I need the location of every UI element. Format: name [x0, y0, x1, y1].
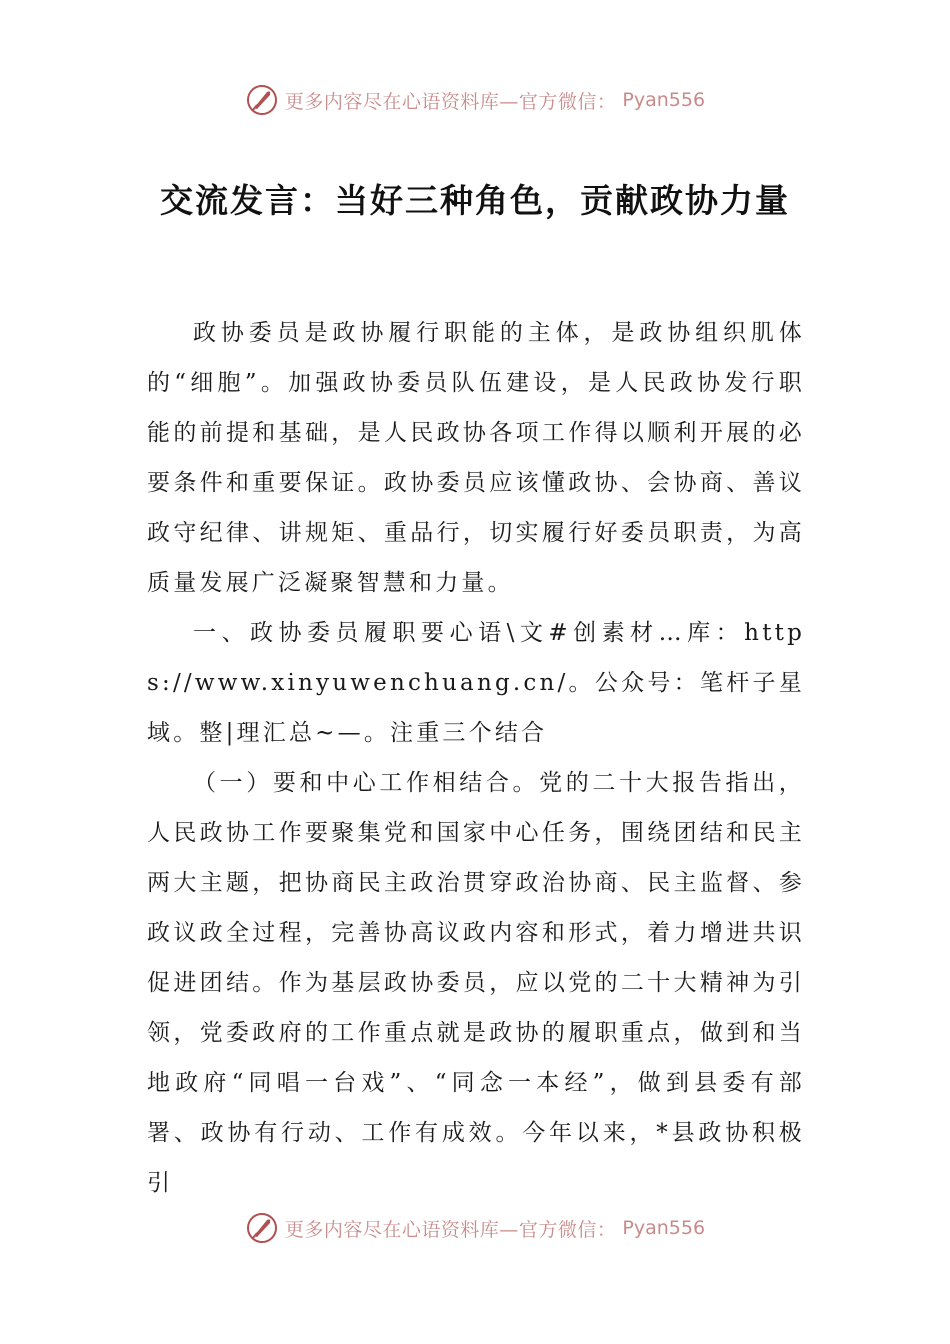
paragraph-intro: 政协委员是政协履行职能的主体，是政协组织肌体的“细胞”。加强政协委员队伍建设，是人民政协发行职能的前提和基础，是人民政协各项工作得以顺利开展的必要条件和重要保证。政协委员应该懂政协、会协商、善议政守纪律、讲规矩、重品行，切实履行好委员职责，为高质量发展广泛凝聚智慧和力量。 — [147, 320, 805, 596]
document-title: 交流发言：当好三种角色，贡献政协力量 — [160, 181, 790, 220]
paragraph-subsection-one: （一）要和中心工作相结合。党的二十大报告指出，人民政协工作要聚集党和国家中心任务，围绕团结和民主两大主题，把协商民主政治贯穿政治协商、民主监督、参政议政全过程，完善协高议政内容和形式，着力增进共识促进团结。作为基层政协委员，应以党的二十大精神为引领，党委政府的工作重点就是政协的履职重点，做到和当地政府“同唱一台戏”、“同念一本经”，做到县委有部署、政协有行动、工作有成效。今年以来，*县政协积极引 — [147, 770, 805, 1196]
header-watermark — [0, 80, 950, 120]
watermark-contact: Pyan556 — [622, 1217, 706, 1239]
quill-logo-icon — [245, 1211, 279, 1245]
paragraph-section-heading: 一、政协委员履职要心语\文#创素材…库：https://www.xinyuwenchuang.cn/。公众号：笔杆子星域。整|理汇总~—。注重三个结合 — [147, 620, 805, 746]
watermark-text: 更多内容尽在心语资料库—官方微信： — [284, 90, 617, 113]
quill-logo-icon — [245, 83, 279, 117]
document-body — [147, 308, 805, 1208]
footer-watermark — [0, 1208, 950, 1248]
watermark-text: 更多内容尽在心语资料库—官方微信： — [284, 1218, 617, 1241]
watermark-contact: Pyan556 — [622, 89, 706, 111]
